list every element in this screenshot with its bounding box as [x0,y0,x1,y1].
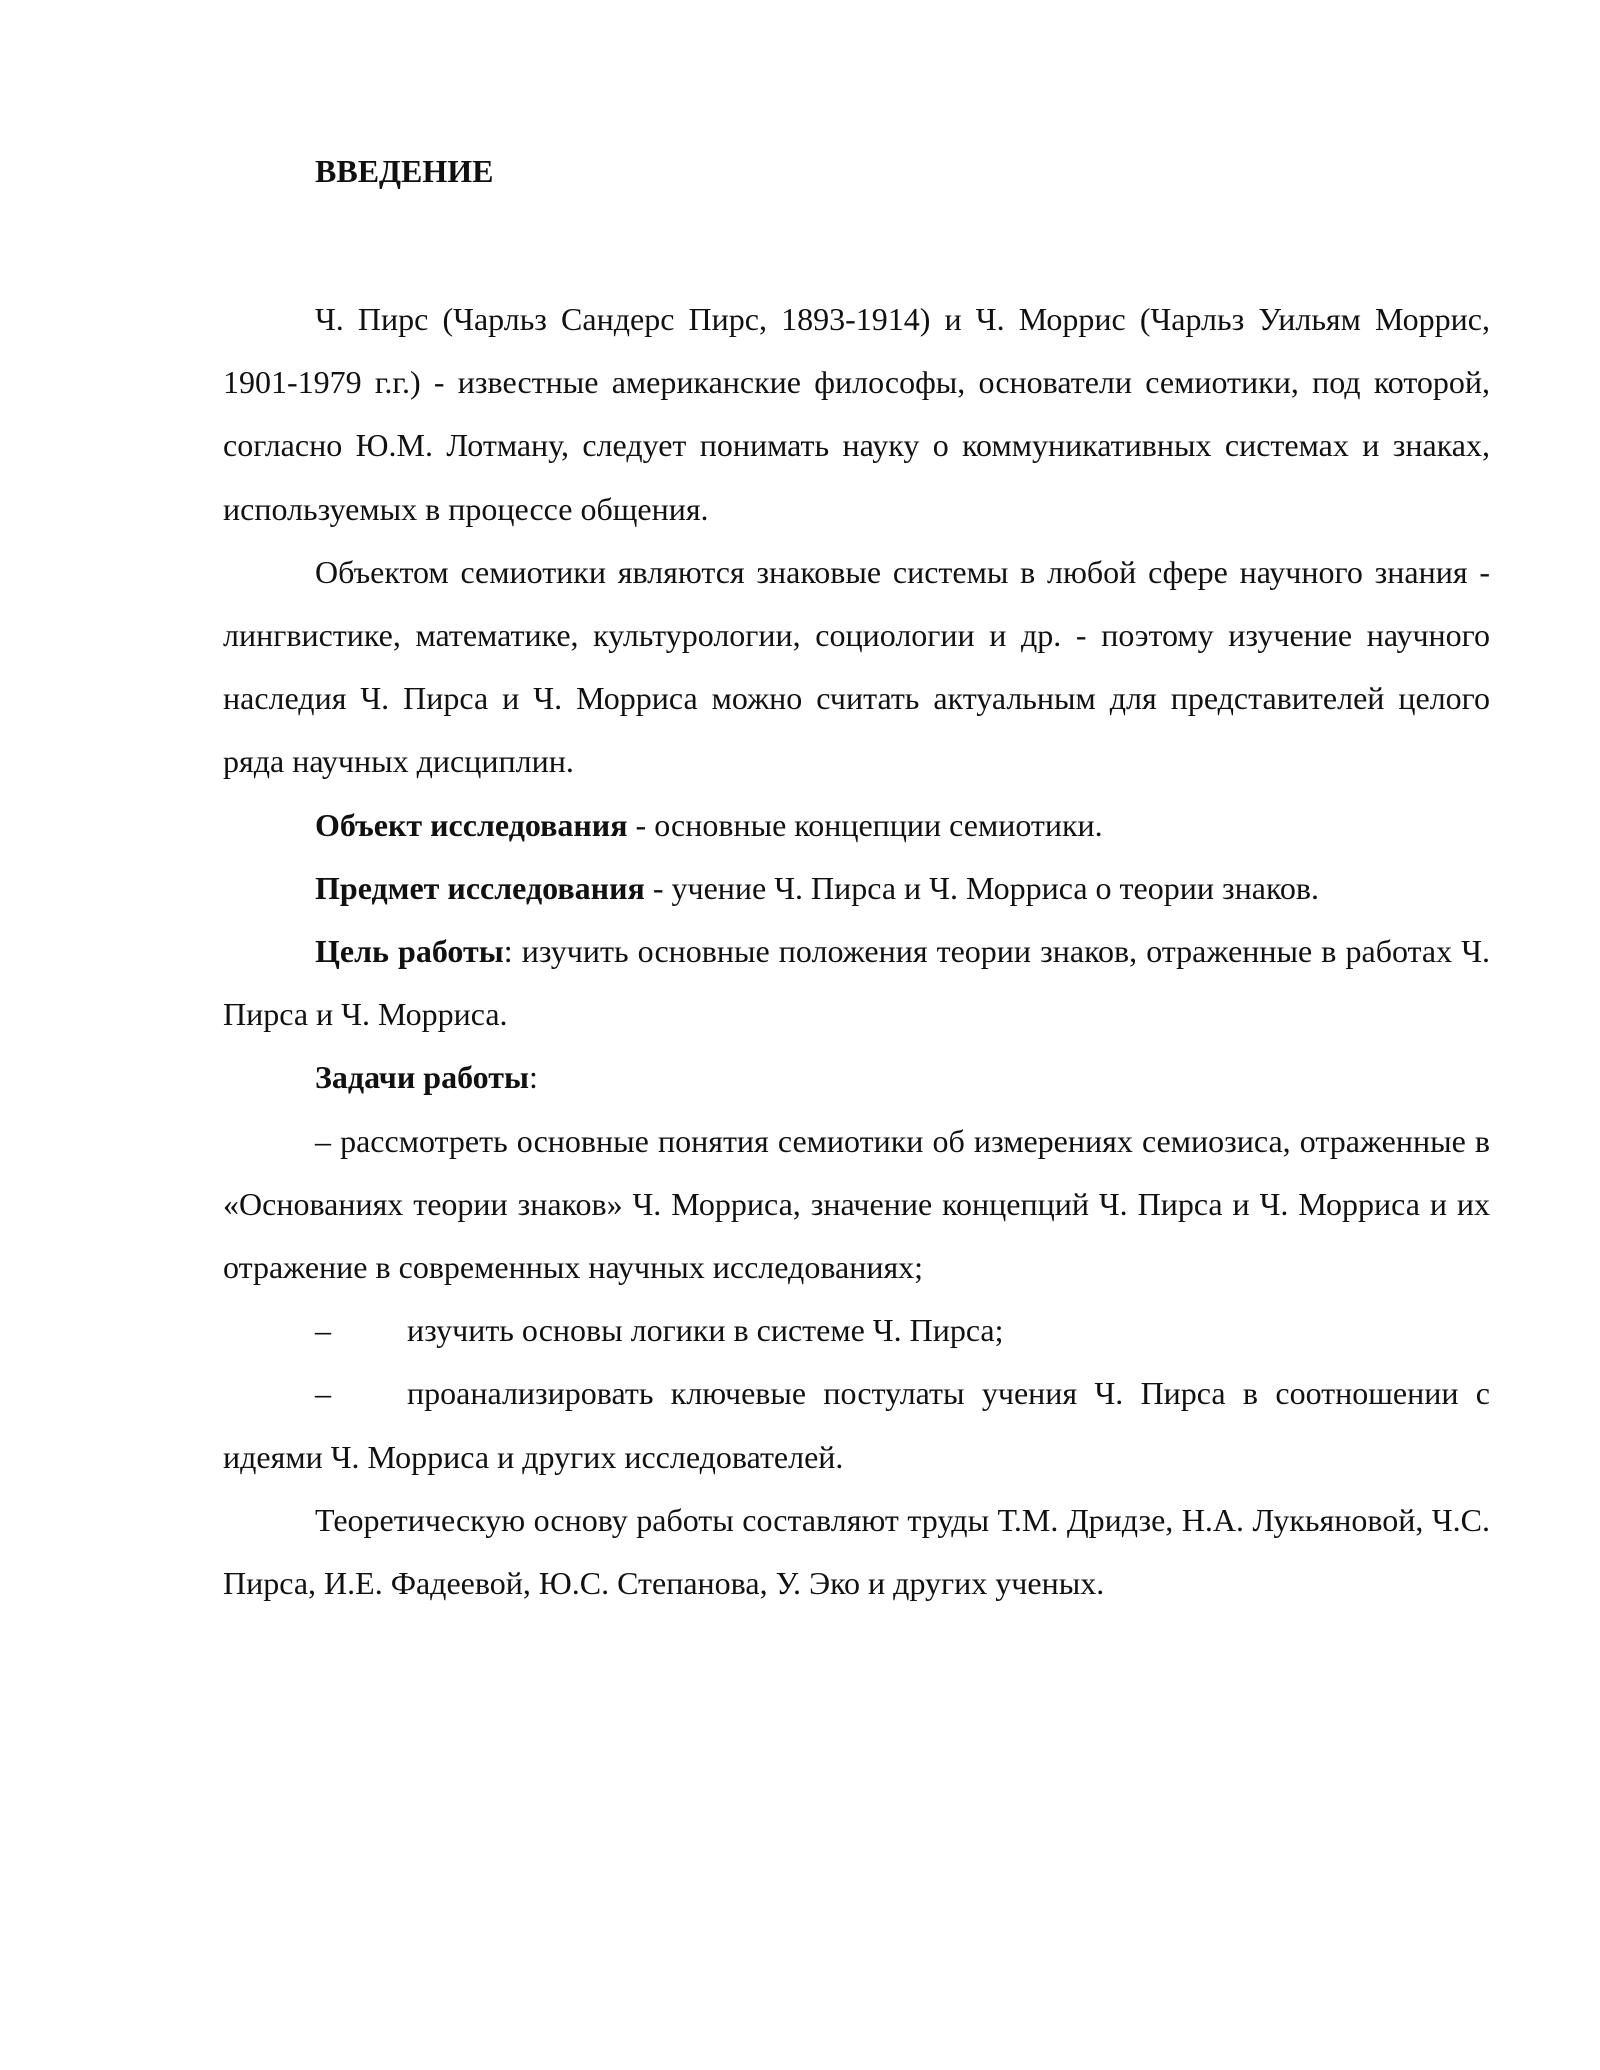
section-heading: ВВЕДЕНИЕ [315,153,494,189]
paragraph-goal [223,920,1490,1046]
task-3-dash: – [315,1375,331,1412]
goal-label: Цель работы [315,933,504,970]
goal-text: : изучить основные положения теории знаков, отраженные в работах Ч. Пирса и Ч. Морриса. [223,933,1491,1033]
tasks-colon: : [528,1059,538,1096]
document-body [223,288,1490,1615]
research-object-text: - основные концепции семиотики. [627,806,1103,843]
paragraph-theory-base: Теоретическую основу работы составляют труды Т.М. Дридзе, Н.А. Лукьяновой, Ч.С. Пирса, И.Е. Фадеевой, Ю.С. Степанова, У. Эко и других ученых. [223,1501,1490,1602]
task-2-dash: – [315,1312,331,1349]
task-item-1: – рассмотреть основные понятия семиотики об измерениях семиозиса, отраженные в «Основаниях теории знаков» Ч. Морриса, значение концепций Ч. Пирса и Ч. Морриса и их отражение в современных научных исследованиях; [223,1122,1490,1286]
task-item-3 [223,1362,1490,1488]
task-item-2 [223,1299,1490,1362]
research-subject-label: Предмет исследования [315,869,645,906]
paragraph-intro: Ч. Пирс (Чарльз Сандерс Пирс, 1893-1914) и Ч. Моррис (Чарльз Уильям Моррис, 1901-1979 г.г.) - известные американские философы, основатели семиотики, под которой, согласно Ю.М. Лотману, следует понимать науку о коммуникативных системах и знаках, используемых в процессе общения. [223,301,1490,527]
tasks-label: Задачи работы [315,1059,529,1096]
paragraph-research-object [223,794,1490,857]
research-object-label: Объект исследования [315,806,628,843]
research-subject-text: - учение Ч. Пирса и Ч. Морриса о теории знаков. [644,869,1319,906]
paragraph-tasks-heading [223,1046,1490,1109]
paragraph-object-of-semiotics: Объектом семиотики являются знаковые системы в любой сфере научного знания - лингвистике, математике, культурологии, социологии и др. - поэтому изучение научного наследия Ч. Пирса и Ч. Морриса можно считать актуальным для представителей целого ряда научных дисциплин. [223,553,1490,780]
task-2-text: изучить основы логики в системе Ч. Пирса; [407,1312,1004,1349]
document-page [223,150,1490,1615]
task-3-text: проанализировать ключевые постулаты учения Ч. Пирса в соотношении с идеями Ч. Морриса и других исследователей. [223,1375,1490,1475]
paragraph-research-subject [223,857,1490,920]
